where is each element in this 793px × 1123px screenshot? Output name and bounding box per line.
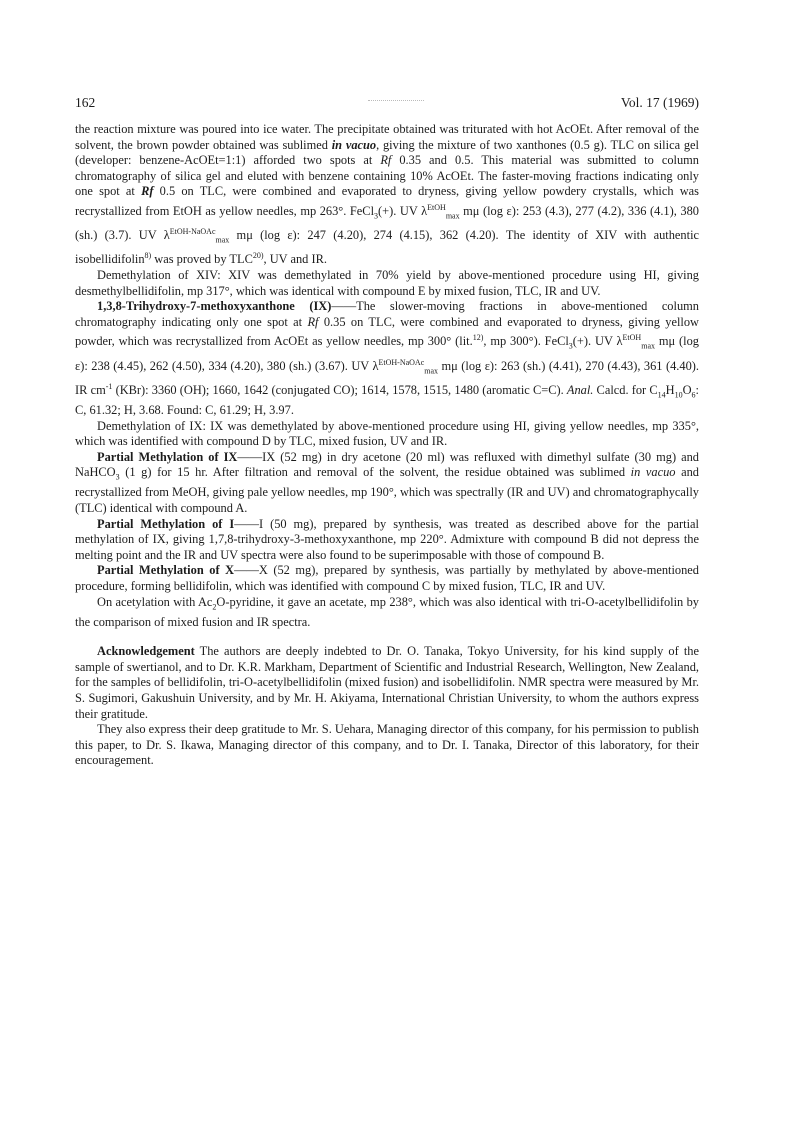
- article-body: [75, 122, 699, 769]
- text-run: (1 g) for 15 hr. After filtration and removal of the solvent, the residue obtained was sublimed: [119, 465, 631, 480]
- text-run: On acetylation with Ac: [97, 594, 213, 609]
- text-run: 0.5 on TLC, were combined and evaporated to dryness, giving yellow powdery crystalls, which was recrystallized from EtOH as yellow needles, mp 263°. FeCl: [75, 184, 699, 219]
- text-run: Rf: [141, 184, 154, 199]
- journal-volume: Vol. 17 (1969): [620, 95, 699, 110]
- text-run: : C, 61.32; H, 3.68. Found: C, 61.29; H, 3.97.: [75, 382, 699, 417]
- section-gap: [75, 630, 699, 644]
- text-run: H: [665, 382, 675, 397]
- text-run: (+). UV λ: [378, 204, 428, 219]
- text-run: 0.35 on TLC, were combined and evaporated to dryness, giving yellow powder, which was recrystallized from AcOEt as yellow needles, mp 300° (lit.: [75, 314, 700, 349]
- text-run: EtOH: [427, 202, 446, 212]
- paragraph: [75, 122, 699, 268]
- text-run: 0.35 and 0.5. This material was submitted to column chromatography of silica gel and eluted with benzene containing 10% AcOEt. The faster-moving fractions indicating only one spot at: [75, 153, 699, 199]
- text-run: (KBr): 3360 (OH); 1660, 1642 (conjugated CO); 1614, 1578, 1515, 1480 (aromatic C=C).: [112, 382, 567, 397]
- text-run: 3: [568, 342, 573, 352]
- text-run: ——The slower-moving fractions in above-mentioned column chromatography indicating only one spot at: [75, 299, 699, 329]
- text-run: mμ (log ε): 263 (sh.) (4.41), 270 (4.43), 361 (4.40). IR cm: [75, 358, 700, 397]
- text-run: Rf: [380, 153, 392, 168]
- text-run: Demethylation of IX: IX was demethylated by above-mentioned procedure using HI, giving yellow needles, mp 335°, which was identified with compound D by TLC, mixed fusion, UV and IR.: [75, 418, 699, 449]
- text-run: 6: [691, 390, 696, 400]
- text-run: 12): [472, 333, 484, 343]
- text-run: max: [424, 366, 439, 376]
- paragraph: [75, 722, 699, 769]
- text-run: and recrystallized from MeOH, giving pale yellow needles, mp 190°, which was spectrally (IR and UV) and chromatographycally (TLC) identical with compound A.: [75, 465, 699, 516]
- text-run: Calcd. for C: [593, 382, 658, 397]
- text-run: They also express their deep gratitude to Mr. S. Uehara, Managing director of this company, for his permission to publish this paper, to Dr. S. Ikawa, Managing director of this company, and to Dr. I. Tanaka, Director of this laboratory, for their encouragement.: [75, 722, 699, 768]
- text-run: the reaction mixture was poured into ice water. The precipitate obtained was triturated with hot AcOEt. After removal of the solvent, the brown powder obtained was sublimed: [75, 122, 699, 152]
- page-number: 162: [75, 95, 96, 110]
- paragraph: [75, 299, 699, 418]
- text-run: max: [215, 235, 230, 245]
- text-run: The authors are deeply indebted to Dr. O. Tanaka, Tokyo University, for his kind supply of the sample of swertianol, and to Dr. K.R. Markham, Department of Scientific and Industrial Research, Wellington, New Zealand, for the samples of bellidifolin, tri-O-acetylbellidifolin (mixed fusion) and isobellidifolin. NMR spectra were measured by Mr. S. Sugimori, Gakushuin University, and by Mr. H. Akiyama, International Christian University, to whom the authors express their gratitude.: [75, 644, 699, 721]
- text-run: EtOH: [622, 333, 642, 343]
- text-run: 14: [657, 390, 666, 400]
- text-run: Partial Methylation of IX: [97, 449, 238, 464]
- text-run: max: [445, 211, 460, 221]
- text-run: mμ (log ε): 253 (4.3), 277 (4.2), 336 (4.1), 380 (sh.) (3.7). UV λ: [75, 204, 699, 243]
- text-run: , UV and IR.: [263, 252, 327, 267]
- text-run: 3: [115, 472, 120, 482]
- text-run: Anal.: [566, 382, 594, 397]
- text-run: 8): [144, 251, 152, 261]
- text-run: 2: [212, 602, 217, 612]
- header-divider: [368, 100, 424, 101]
- text-run: ——IX (52 mg) in dry acetone (20 ml) was refluxed with dimethyl sulfate (30 mg) and NaHCO: [75, 449, 699, 480]
- text-run: EtOH-NaOAc: [378, 357, 425, 367]
- text-run: max: [641, 342, 655, 352]
- text-run: -1: [105, 381, 113, 391]
- text-run: , mp 300°). FeCl: [483, 334, 569, 349]
- text-run: Demethylation of XIV: XIV was demethylated in 70% yield by above-mentioned procedure using HI, giving desmethylbellidifolin, mp 317°, which was identical with compound E by mixed fusion, TLC, IR and UV.: [75, 268, 699, 298]
- text-run: Acknowledgement: [97, 644, 195, 659]
- text-run: Rf: [307, 314, 319, 329]
- paragraph: [75, 517, 699, 564]
- text-run: (+). UV λ: [572, 334, 623, 349]
- text-run: ——I (50 mg), prepared by synthesis, was treated as described above for the partial methylation of IX, giving 1,7,8-trihydroxy-3-methoxyxanthone, mp 220°. Admixture with compound B did not depress the melting point and the IR and UV spectra were also found to be superimposable with those of compound B.: [75, 516, 700, 562]
- text-run: O-pyridine, it gave an acetate, mp 238°, which was also identical with tri-O-acetylbellidifolin by the comparison of mixed fusion and IR spectra.: [75, 594, 699, 629]
- text-run: ——X (52 mg), prepared by synthesis, was partially by methylated by above-mentioned procedure, forming bellidifolin, which was identified with compound C by mixed fusion, TLC, IR and UV.: [75, 563, 700, 593]
- paragraph: [75, 595, 699, 631]
- text-run: O: [682, 382, 692, 397]
- text-run: 10: [674, 390, 683, 400]
- paragraph: [75, 419, 699, 450]
- text-run: mμ (log ε): 247 (4.20), 274 (4.15), 362 (4.20). The identity of XIV with authentic isobellidifolin: [75, 228, 700, 267]
- text-run: 1,3,8-Trihydroxy-7-methoxyxanthone (IX): [97, 299, 332, 314]
- paragraph: [75, 268, 699, 299]
- text-run: EtOH-NaOAc: [169, 227, 216, 237]
- text-run: was proved by TLC: [151, 252, 253, 267]
- text-run: Partial Methylation of X: [97, 563, 235, 578]
- text-run: 20): [252, 251, 264, 261]
- paragraph: [75, 644, 699, 722]
- text-run: 3: [374, 211, 379, 221]
- paragraph: [75, 450, 699, 517]
- paragraph: [75, 563, 699, 594]
- text-run: in vacuo: [630, 465, 676, 480]
- text-run: Partial Methylation of I: [97, 516, 235, 531]
- text-run: in vacuo: [331, 137, 377, 152]
- text-run: , giving the mixture of two xanthones (0.5 g). TLC on silica gel (developer: benzene-AcOEt=1:1) afforded two spots at: [75, 137, 699, 168]
- text-run: mμ (log ε): 238 (4.45), 262 (4.50), 334 (4.20), 380 (sh.) (3.67). UV λ: [75, 334, 699, 373]
